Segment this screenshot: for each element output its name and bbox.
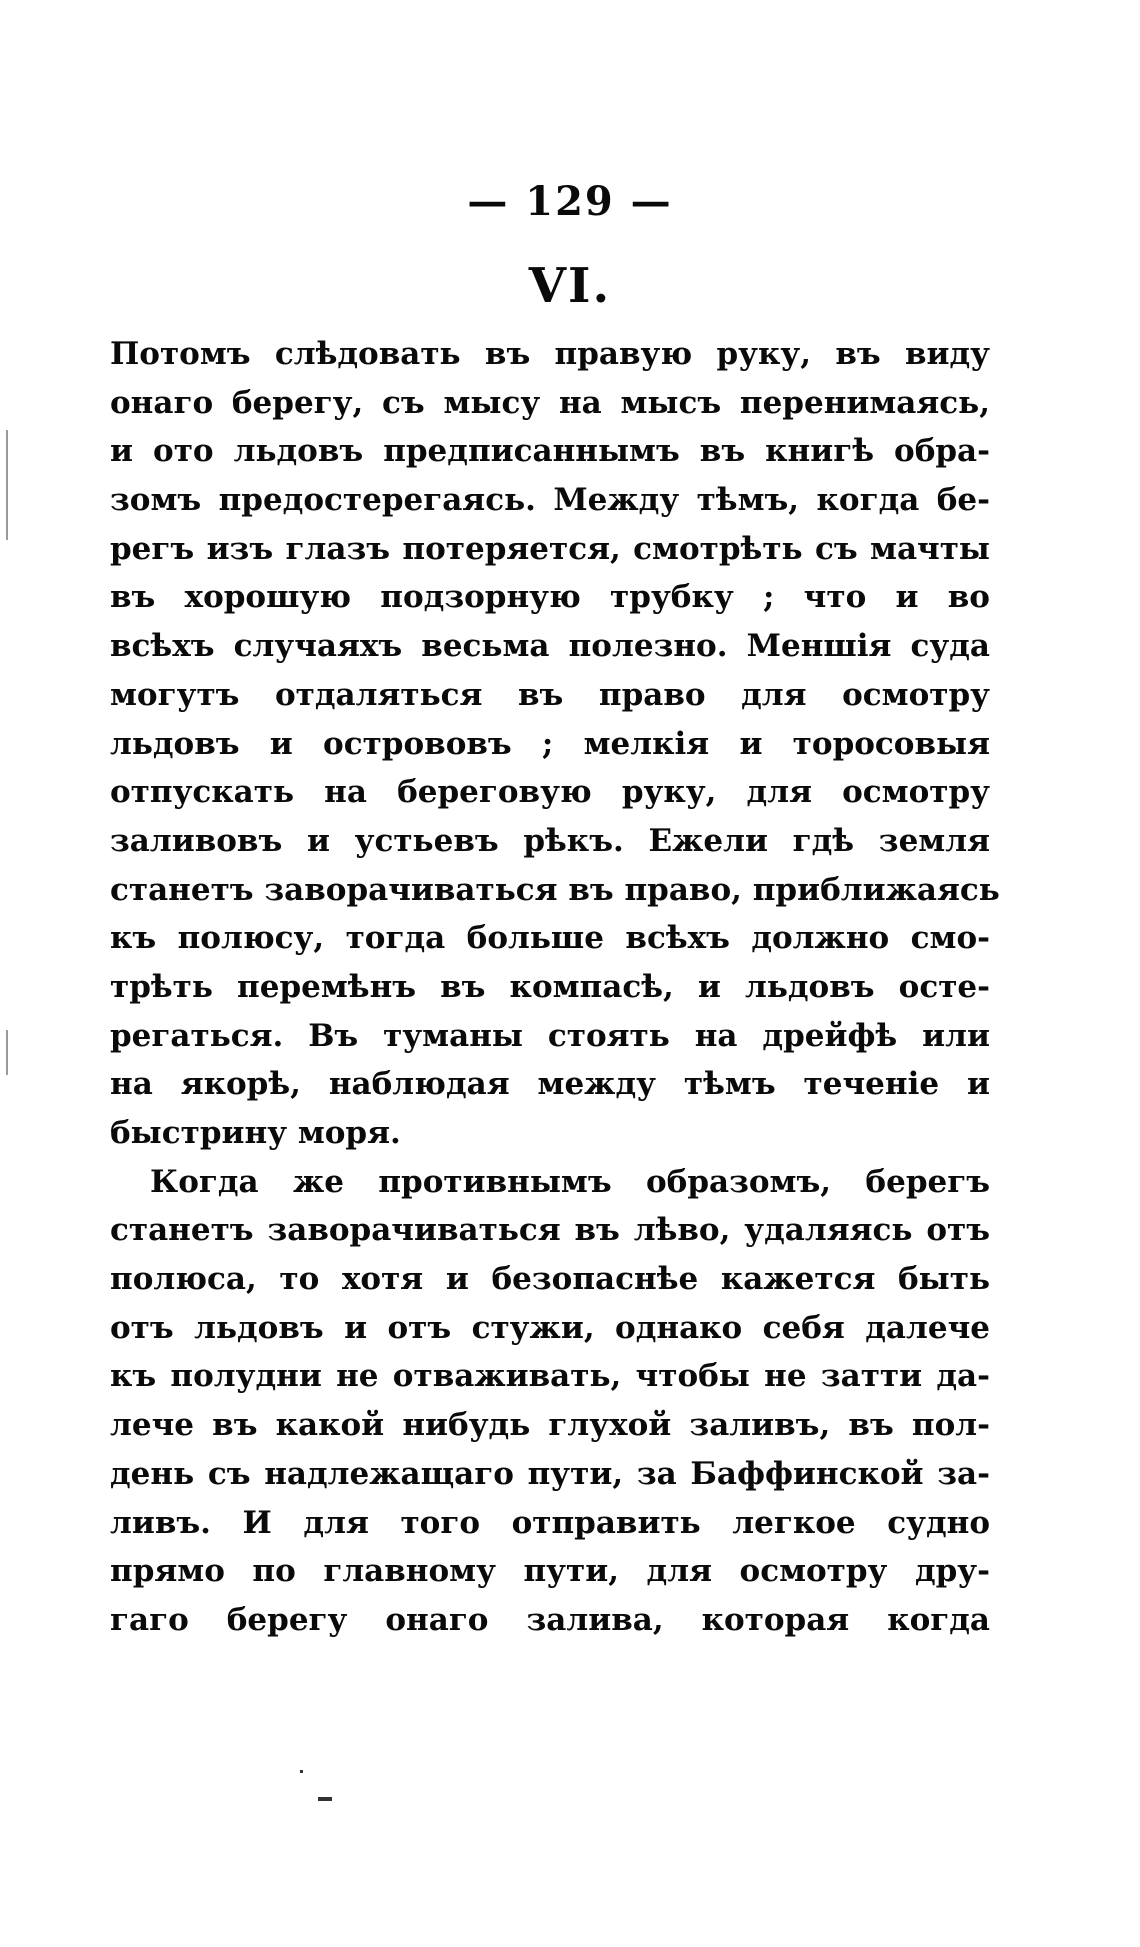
- text-line: быстрину моря.: [110, 1115, 401, 1151]
- text-line: прямо по главному пути, для осмотру дру-: [110, 1553, 990, 1590]
- body-text: [110, 330, 1000, 1645]
- ink-speck: [318, 1797, 332, 1801]
- text-line: льдовъ и острововъ ; мелкія и торосовыя: [110, 725, 990, 762]
- text-line: въ хорошую подзорную трубку ; что и во: [110, 579, 990, 616]
- text-line: лече въ какой нибудь глухой заливъ, въ пол-: [110, 1407, 990, 1444]
- text-line: ливъ. И для того отправить легкое судно: [110, 1504, 990, 1541]
- text-line: къ полудни не отваживать, чтобы не затти да-: [110, 1358, 990, 1395]
- text-line: полюса, то хотя и безопаснѣе кажется быть: [110, 1261, 990, 1298]
- ink-speck: [300, 1770, 303, 1773]
- text-line: могутъ отдаляться въ право для осмотру: [110, 676, 990, 713]
- text-line: гаго берегу онаго залива, которая когда: [110, 1601, 990, 1638]
- paragraph-2: [110, 1158, 990, 1645]
- margin-rule-upper: [6, 430, 8, 540]
- text-line: зомъ предостерегаясь. Между тѣмъ, когда бе-: [110, 482, 990, 519]
- text-line: всѣхъ случаяхъ весьма полезно. Меншія суда: [110, 628, 990, 665]
- text-line: станетъ заворачиваться въ право, приближаясь: [110, 871, 1000, 908]
- paragraph-1: [110, 330, 1000, 1158]
- text-line: на якорѣ, наблюдая между тѣмъ теченіе и: [110, 1066, 990, 1103]
- text-line: станетъ заворачиваться въ лѣво, удаляясь отъ: [110, 1212, 990, 1249]
- text-line: къ полюсу, тогда больше всѣхъ должно смо-: [110, 920, 990, 957]
- text-line: и ото льдовъ предписаннымъ въ книгѣ обра-: [110, 433, 990, 470]
- text-line: регаться. Въ туманы стоять на дрейфѣ или: [110, 1017, 990, 1054]
- margin-rule-lower: [6, 1030, 8, 1075]
- text-line: онаго берегу, съ мысу на мысъ перенимаясь,: [110, 384, 990, 421]
- text-line: заливовъ и устьевъ рѣкъ. Ежели гдѣ земля: [110, 822, 990, 859]
- text-line: Потомъ слѣдовать въ правую руку, въ виду: [110, 336, 990, 372]
- section-heading: VI.: [528, 258, 612, 314]
- text-line: трѣть перемѣнъ въ компасѣ, и льдовъ осте-: [110, 968, 990, 1005]
- text-line: отъ льдовъ и отъ стужи, однако себя далече: [110, 1309, 990, 1346]
- page-number: — 129 —: [467, 178, 673, 225]
- text-line: день съ надлежащаго пути, за Баффинской за-: [110, 1455, 990, 1492]
- text-line: отпускать на береговую руку, для осмотру: [110, 774, 990, 811]
- text-line: Когда же противнымъ образомъ, берегъ: [150, 1163, 990, 1200]
- text-line: регъ изъ глазъ потеряется, смотрѣть съ мачты: [110, 530, 990, 567]
